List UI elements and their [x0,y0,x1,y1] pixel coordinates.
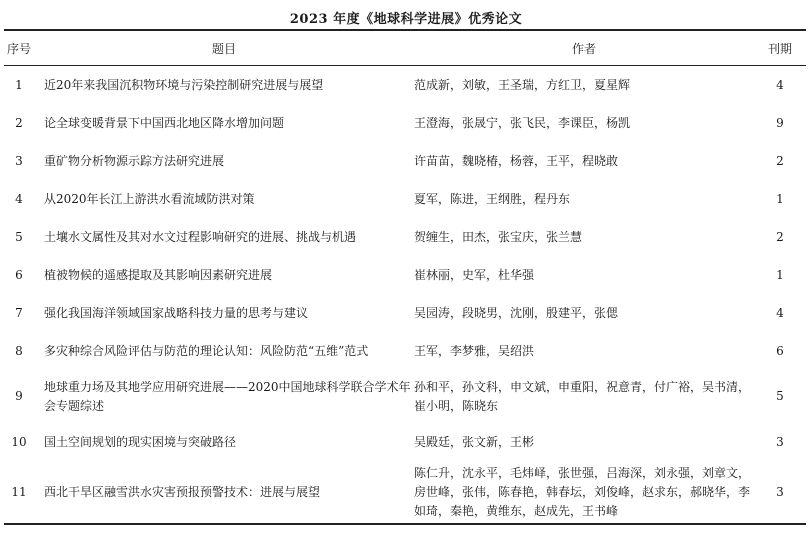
header-authors: 作者 [571,41,596,56]
table-row [4,423,806,461]
table-row [4,461,806,524]
award-table [4,29,806,525]
row-title: 强化我国海洋领域国家战略科技力量的思考与建议 [44,305,309,320]
header-issue: 刊期 [767,41,792,56]
row-issue: 3 [776,484,784,499]
row-authors: 孙和平，孙文科，申文斌，申重阳，祝意青，付广裕，吴书清，崔小明，陈晓东 [414,379,751,413]
row-index: 5 [15,229,23,244]
row-issue: 5 [776,389,784,403]
header-title: 题目 [211,41,236,56]
table-row [4,218,806,256]
row-authors: 夏军，陈进，王纲胜，程丹东 [414,191,571,206]
row-issue: 4 [776,77,784,92]
row-authors: 陈仁升，沈永平，毛炜峄，张世强，吕海深，刘永强，刘章文，房世峰，张伟，陈春艳，韩春坛，刘俊峰，赵求东，郝晓华，李如琦，秦艳，黄维东，赵成先，王书峰 [414,465,751,518]
table-row [4,104,806,142]
row-issue: 9 [776,115,784,130]
row-index: 8 [15,343,23,358]
row-title: 植被物候的遥感提取及其影响因素研究进展 [44,267,273,282]
row-issue: 6 [776,343,784,358]
row-index: 6 [15,267,23,282]
table-row [4,180,806,218]
table-row [4,370,806,423]
row-title: 重矿物分析物源示踪方法研究进展 [44,153,225,168]
table-row [4,66,806,105]
table-header-row [4,30,806,66]
row-index: 1 [15,77,23,92]
row-authors: 范成新，刘敏，王圣瑞，方红卫，夏星辉 [414,77,631,92]
row-authors: 贺缠生，田杰，张宝庆，张兰慧 [414,229,583,244]
row-issue: 4 [776,305,784,320]
row-index: 4 [15,191,23,206]
row-index: 3 [15,153,23,168]
row-issue: 2 [776,229,784,244]
row-title: 近20年来我国沉积物环境与污染控制研究进展与展望 [44,77,324,92]
row-title: 国土空间规划的现实困境与突破路径 [44,434,237,449]
row-issue: 3 [776,434,784,449]
row-authors: 许苗苗，魏晓椿，杨蓉，王平，程晓敢 [414,153,619,168]
row-index: 10 [11,434,27,449]
table-row [4,142,806,180]
row-title: 西北干旱区融雪洪水灾害预报预警技术：进展与展望 [44,484,321,499]
row-index: 9 [15,389,23,403]
row-authors: 吴殿廷，张文新，王彬 [414,434,535,449]
table-row [4,256,806,294]
row-title: 土壤水文属性及其对水文过程影响研究的进展、挑战与机遇 [44,229,357,244]
table-row [4,294,806,332]
row-authors: 王澄海，张晟宁，张飞民，李课臣，杨凯 [414,115,631,130]
row-index: 2 [15,115,23,130]
row-authors: 王军，李梦雅，吴绍洪 [414,343,535,358]
row-title: 从2020年长江上游洪水看流域防洪对策 [44,191,255,206]
row-title: 多灾种综合风险评估与防范的理论认知：风险防范“五维”范式 [44,343,369,358]
row-issue: 1 [776,191,784,206]
row-issue: 1 [776,267,784,282]
row-authors: 吴园涛，段晓男，沈刚，殷建平，张偲 [414,305,619,320]
table-row [4,332,806,370]
page-title: 2023 年度《地球科学进展》优秀论文 [289,12,523,27]
row-authors: 崔林丽，史军，杜华强 [414,267,535,282]
row-issue: 2 [776,153,784,168]
header-index: 序号 [6,41,31,56]
row-title: 论全球变暖背景下中国西北地区降水增加问题 [44,115,285,130]
row-index: 7 [15,305,23,320]
row-index: 11 [11,484,27,499]
row-title: 地球重力场及其地学应用研究进展——2020中国地球科学联合学术年会专题综述 [44,379,411,413]
